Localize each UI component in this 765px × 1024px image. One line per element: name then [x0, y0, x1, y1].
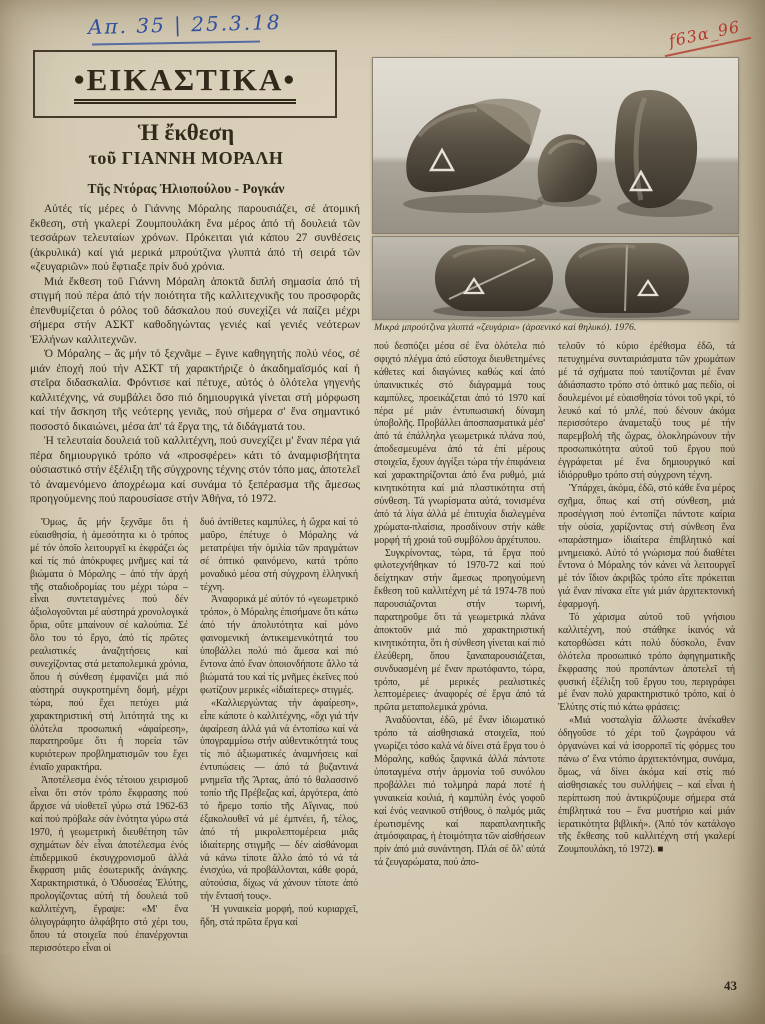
page-number: 43 — [724, 978, 737, 993]
article-title-line1: Ἡ ἔκθεση — [137, 120, 235, 145]
column-paragraph: Συγκρίνοντας, τώρα, τά ἔργα πού φιλοτεχνήθηκαν τό 1970-72 καί πού δείχτηκαν στήν ἄμεσως προηγούμενη ἔκθεση τοῦ καλλιτέχνη μέ τά 1974-78 πού παρουσιάζονται στήν τωρινή, παρατηροῦμε ὅτι τά γεωμετρικά πλάνα ἀποκτοῦν μιά πιό χαρακτηριστική κινητικότητα, ὅτι ἡ σύνθεση γίνεται καί πιό ἐλεύθερη, ὅπου ξαναπαρουσιάζεται, συνδυασμένη μέ ἕναν πρωτόφαντο, τώρα, τρόπο, μέ μερικές ρεαλιστικές λεπτομέρειες· ἀναφορές σέ ἔργα ἀπό τά πρῶτα μεταπολεμικά χρόνια. — [374, 547, 545, 714]
column-paragraph: Ὅμως, ἄς μήν ξεχνᾶμε ὅτι ἡ εὐαισθησία, ἡ ἀμεσότητα κι ὁ τρόπος μέ τόν ὁποῖο λειτουργεῖ κι ἐκφράζει ὡς καί τίς πιό ἀπόκρυφες μνῆμες καί τά βιώματα ὁ Μόραλης – ἀπό τήν ἀρχή τῆς σταδιοδρομίας του μέχρι τώρα – εἶναι συντεταγμένες πού δέν ἀξιολογοῦνται μέ αὐστηρά χρονολογικά ὅρια, οὔτε μπαίνουν σέ καλούπια. Σέ ὅλο του τό ἔργο, ἀπό τίς πρῶτες ρεαλιστικές ἀναζητήσεις καί συνεχίζοντας στά μεταπολεμικά χρόνια, ὅπου ἡ σύνθεση ἐμφανίζει μιά πιό αὐστηρά συγκροτημένη δομή, μέχρι τώρα, πού ἔχει πετύχει μιά χαρακτηριστική στή λιτότητά της κι ὁλότελα προσωπική «ἀφαίρεση», παρατηροῦμε ὅτι ἡ πορεία τῶν κυριότερων προβληματισμῶν του ἔχει ἑνιαῖο χαρακτήρα. — [30, 517, 188, 774]
sculptures-illustration-top — [373, 58, 738, 233]
body-column-1 — [30, 517, 188, 979]
masthead-title: •ΕΙΚΑΣΤΙΚΑ• — [74, 64, 296, 104]
intro-paragraph: Μιά ἔκθεση τοῦ Γιάννη Μόραλη ἀποκτᾶ διπλή σημασία ἀπό τή στιγμή πού πέρα ἀπό τήν ποιότητα τῆς καλλιτεχνικῆς του προσφορᾶς ἐπενθυμίζεται ὁ ρόλος τοῦ δάσκαλου πού συνεχίζει νά παίζει μέχρι σήμερα στήν ΑΣΚΤ καθοδηγώντας γενιές καί γενιές νεότερων Ἑλλήνων καλλιτεχνῶν. — [30, 275, 360, 346]
column-paragraph: τελοῦν τό κύριο ἐρέθισμα ἐδῶ, τά πετυχημένα συνταιριάσματα τῶν χρωμάτων μέ τά σχήματα πού ταυτίζονται μέ ἕναν ἀδιάσπαστο τρόπο στό ὀπτικό μας πεδίο, οἱ δουλεμένοι μέ εὐαισθησία τόνοι τοῦ γκρί, τό λευκό καί τό μπλέ, πού δένουν ἀκόμα περισσότερο ἀναμεταξύ τους μέ τήν παρεμβολή τῆς ὤχρας, ὁλοκληρώνουν τήν προσωπικότητα αὐτοῦ τοῦ ἔργου πού ἐγγράφεται μέ ἕνα δημιουργικό καί ἰδιόρρυθμο τρόπο στή σύγχρονη τέχνη. — [558, 341, 735, 482]
intro-paragraph: Ὁ Μόραλης – ἄς μήν τό ξεχνᾶμε – ἔγινε καθηγητής πολύ νέος, σέ μιάν ἐποχή πού τήν ΑΣΚΤ τή χαρακτήριζε ὁ ἀκαδημαϊσμός καί ἡ στεῖρα διδασκαλία. Φρόντισε καί πέτυχε, αὐτός ὁ ὁλότελα γηγενής καλλιτέχνης, νά συμβάλει ὅσο πιό δημιουργικά γίνεται στή μόρφωση καί τήν ἄσκηση τῆς νεότερης γενιᾶς, πού σήμερα σ' ἕνα σημαντικό ποσοστό δικαιώνει, μέσα ἀπ' τά ἔργα της, τά διδάγματά του. — [30, 348, 360, 433]
body-column-4 — [558, 341, 735, 979]
handwritten-note-right: f63α_96 — [667, 17, 742, 51]
column-paragraph: Ὑπάρχει, ἀκόμα, ἐδῶ, στό κάθε ἕνα μέρος σχῆμα, ὅπως καί στή σύνθεση, μιά προσέγγιση πού ἐντοπίζει πάντοτε καίρια τήν οὐσία, χαρίζοντας στή σύνθεση ἕνα «παράστημα» ἰδιαίτερα ἐπιβλητικό καί μνημειακό. Αὐτό τό γνώρισμα πού διαθέτει ἔντονα ὁ Μόραλης τόν κάνει νά λειτουργεῖ μέ τόν ἴδιον ἀκριβῶς τρόπο εἴτε πρόκειται γιά ἕναν πίνακα εἴτε γιά μιάν ἀρχιτεκτονική ἐφαρμογή. — [558, 482, 735, 611]
column-paragraph: Τό χάρισμα αὐτοῦ τοῦ γνήσιου καλλιτέχνη, πού στάθηκε ἱκανός νά κατορθώσει κάτι πολύ δύσκολο, ἕναν ὁλότελα προσωπικό τρόπο ἀφηγηματικῆς ἔκφρασης πού προπάντων ἀποτελεῖ τή φυσική ἐξέλιξη τοῦ ἔργου του, περιγράφει μέ ἕναν πολύ χαρακτηριστικό τρόπο, καί ὁ Ἐλύτης στίς πιό κάτω φράσεις: — [558, 612, 735, 714]
sculpture-photo-top — [372, 57, 739, 234]
column-paragraph: «Καλλιεργώντας τήν ἀφαίρεση», εἶπε κάποτε ὁ καλλιτέχνης, «ὄχι γιά τήν ἀφαίρεση ἀλλά γιά νά ἐντοπίσω καί νά ὑπογραμμίσω στήν αὐθεντικότητά τους τίς πιό ἀξιωματικές ἀναμνήσεις καί ἐντυπώσεις — ἀπό τά βυζαντινά μνημεῖα τῆς Ἄρτας, ἀπό τό θαλασσινό τοπίο τῆς Πρέβεζας καί, ἀργότερα, ἀπό τό ἤρεμο τοπίο τῆς Αἴγινας, πού ἐξακολουθεῖ νά μέ ἐμπνέει, ἤ, τέλος, ἀπό τή μικρολεπτομέρεια μιᾶς ἰδιαίτερης στιγμῆς — δέν αἰσθάνομαι νά κάνω τίποτε ἄλλο ἀπό τό νά τά ἐνισχύω, νά προβάλλονται, κάθε φορά, αὐτούσια, δίχως νά χάνουν τίποτε ἀπό τήν ἔντασή τους». — [200, 697, 358, 903]
column-paragraph: Ἀναφορικά μέ αὐτόν τό «γεωμετρικό τρόπο», ὁ Μόραλης ἐπισήμανε ὅτι κάτω ἀπό τήν ἀπολυτότητα καί μόνο φαινομενική ἀντικειμενικότητά του ὑποβάλλει πολύ πιό ἄμεσα καί πιό ἔντονα ἀπό ἕναν ὁποιονδήποτε ἄλλο τά βιώματά του καί τίς μνῆμες ἐκεῖνες πού φωτίζουν μερικές «ἰδιαίτερες» στιγμές. — [200, 594, 358, 696]
body-column-2 — [200, 517, 358, 979]
article-title-block — [33, 120, 339, 169]
column-paragraph: «Μιά νοσταλγία ἄλλωστε ἀνέκαθεν ὁδηγοῦσε τό χέρι τοῦ ζωγράφου νά ὀργανώνει καί νά ἰσορροπεῖ τίς φόρμες του πάνω σ' ἕνα ντόπιο ἀρχιτεκτόνημα, συνάμα, ὅμως, νά δίνει ἀκόμα καί στίς πιό αἰσθησιακές του συλλήψεις – καί εἶναι ἡ περίπτωση πού ἀντικρύζουμε σήμερα στά ἐπιβλητικά του – ἕνα μυστήριο καί μιάν ἱερατικότητα βιβλική». (Ἀπό τόν κατάλογο τῆς ἔκθεσης τοῦ καλλιτέχνη στή γκαλερί Ζουμπουλάκη, τό 1972). ■ — [558, 715, 735, 856]
photo-caption: Μικρά μπρούτζινα γλυπτά «ζευγάρια» (ἀρσενικό καί θηλυκό). 1976. — [374, 322, 637, 333]
column-paragraph: δυό ἀντίθετες καμπύλες, ἡ ὤχρα καί τό μαῦρο, ἐπέτυχε ὁ Μόραλης νά μετατρέψει τήν ὁμιλία τῶν πραγμάτων σέ ὀπτικό φαινόμενο, κατά τρόπο μοναδικό μέσα στή σύγχρονη ἑλληνική τέχνη. — [200, 517, 358, 593]
intro-paragraph: Αὐτές τίς μέρες ὁ Γιάννης Μόραλης παρουσιάζει, σέ ἀτομική ἔκθεση, στή γκαλερί Ζουμπουλάκη ἕνα μέρος ἀπό τή δουλειά τῶν τεσσάρων τελευταίων χρόνων. Πρόκειται γιά κάπου 27 συνθέσεις (ἀκρυλικά) καί γιά μερικά μπρούτζινα γλυπτά ἀπό τή σειρά τῶν «ζευγαριῶν» πού ἔφτιαξε πρίν δυό χρόνια. — [30, 203, 360, 273]
article-intro-column — [30, 202, 360, 514]
masthead-box — [33, 50, 337, 118]
handwritten-underline-left — [92, 41, 260, 46]
handwritten-note-left: Απ. 35 | 25.3.18 — [87, 9, 282, 40]
column-paragraph: Ἀποτέλεσμα ἑνός τέτοιου χειρισμοῦ εἶναι ὅτι στόν τρόπο ἔκφρασης πού ἄρχισε νά υἱοθετεῖ γύρω στά 1962-63 καί πού πρόβαλε σάν ἑνότητα γύρω στά 1970, ἡ γεωμετρική διευθέτηση τῶν σχημάτων δέν εἶναι ἀποτέλεσμα ἑνός ἐπιδερμικοῦ ἐκσυγχρονισμοῦ ἀλλά ἔκφραση μιᾶς ἐσωτερικῆς ἀνάγκης. Χαρακτηριστικά, ὁ Ὀδυσσέας Ἐλύτης, προλογίζοντας αὐτή τή δουλειά τοῦ καλλιτέχνη, ἔγραψε: «Μ' ἕνα ὀλιγογράφητο ἀλφάβητο στό χέρι του, ὅπου τά στοιχεῖα πού ἐπανέρχονται περισσότερο εἶναι οἱ — [30, 775, 188, 954]
article-title-line2: τοῦ ΓΙΑΝΝΗ ΜΟΡΑΛΗ — [88, 148, 284, 168]
sculptures-illustration-bottom — [373, 237, 738, 319]
intro-paragraph: Ἡ τελευταία δουλειά τοῦ καλλιτέχνη, πού συνεχίζει μ' ἕναν πέρα γιά πέρα δημιουργικό τρόπο νά «προσφέρει» κάτι τό ἀναμφισβήτητα οὐσιαστικό στήν ἐξέλιξη τῆς σύγχρονης τέχνης στόν τόπο μας, ἀποτελεῖ τό ἀναμενόμενο ἀποχρέωμα καί συνάμα τό ξεπέρασμα τῆς ἄμεσως προηγούμενης πού παρουσίασε στήν Ἀθήνα, τό 1972. — [30, 435, 360, 505]
article-byline: Τῆς Ντόρας Ἠλιοπούλου - Ρογκάν — [87, 181, 285, 196]
body-column-3 — [374, 341, 545, 979]
column-paragraph: Ἀναδύονται, ἐδῶ, μέ ἕναν ἰδιωματικό τρόπο τά αἰσθησιακά στοιχεῖα, πού γνωρίζει τόσο καλά νά δίνει στά ἔργα του ὁ Μόραλης, καθώς ξαφνικά ἀλλά πάντοτε ὑποταγμένα στήν ἁρμονία τοῦ συνόλου προβάλλει πιό τολμηρά παρά ποτέ ἡ γυναικεία κοιλιά, ἡ καμπύλη ἑνός γοφοῦ καί ἑνός νεανικοῦ στήθους, ὁ παλμός μιᾶς ἐρωτισμένης καί παραπλανητικῆς ἀτμόσφαιρας, ἡ ἑτοιμότητα τῶν αἰσθήσεων πρίν ἀπό μιά συνάντηση. Πλάι σέ ὅλ' αὐτά τά ζευγαρώματα, πού ἀπο- — [374, 715, 545, 869]
column-paragraph: πού δεσπόζει μέσα σέ ἕνα ὁλότελα πιό σφιχτό πλέγμα ἀπό εὔστοχα διευθετημένες κάθετες καί διαγώνιες καθώς καί ἀπό ὑπαινικτικές στό διάγραμμά τους καμπύλες, προεικάζεται ἀπό τό 1970 καί πέρα μέ μιάν ἐντυπωσιακή δύναμη ὑποβολῆς. Προβάλλει ἀποσπασματικά μέσ' ἀπό τά ἐπάλληλα γεωμετρικά πλάνα πού, ἀποδεσμευμένα ἀπό τά ἐπί μέρους στοιχεῖα, ἔχουν ἀγγίξει τώρα τήν ἐπιφάνεια καί χαρακτηρίζονται ἀπό ἕνα ρυθμό, μιά κινητικότητα καί μιά πλαστικότητα στή σύνθεση. Τά γνωρίσματα αὐτά, τονισμένα ἀπό τά λίγα ἀλλά μέ ἐπιτυχία διαλεγμένα χρώματα-πλαίσια, προσδίνουν στήν κάθε μορφή τή χροιά τοῦ συμβόλου ἀρχέτυπου. — [374, 341, 545, 546]
column-paragraph: Ἡ γυναικεία μορφή, πού κυριαρχεῖ, ἤδη, στά πρῶτα ἔργα καί — [200, 904, 358, 929]
sculpture-photo-bottom — [372, 236, 739, 320]
